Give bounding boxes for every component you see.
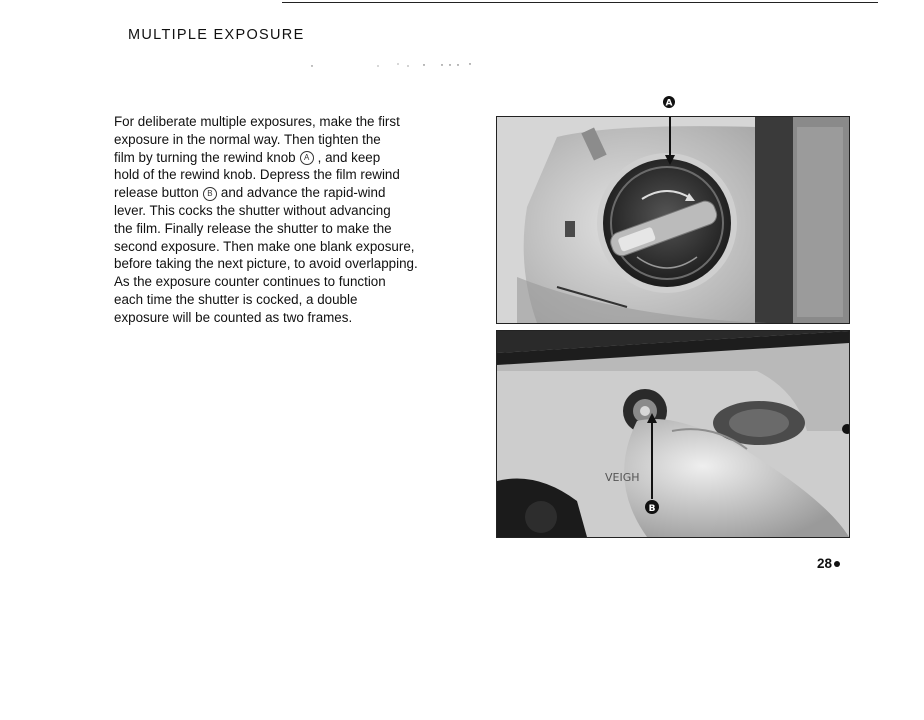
rewind-knob-photo — [496, 116, 850, 324]
callout-a-icon — [662, 95, 676, 109]
top-rule — [282, 2, 878, 3]
bullet-icon — [834, 561, 840, 567]
paragraph-line: second exposure. Then make one blank exposure, — [114, 238, 415, 254]
svg-text:B: B — [648, 504, 656, 514]
paragraph-line: For deliberate multiple exposures, make the first — [114, 114, 400, 129]
paragraph-line: exposure will be counted as two frames. — [114, 309, 353, 325]
paragraph-line: lever. This cocks the shutter without advancing — [114, 202, 391, 218]
paragraph-line: release button B and advance the rapid-wind — [114, 185, 386, 201]
paragraph-line: exposure in the normal way. Then tighten the — [114, 131, 381, 147]
paragraph-line: film by turning the rewind knob A , and keep — [114, 149, 381, 165]
release-button-photo — [496, 330, 850, 538]
page-heading: MULTIPLE EXPOSURE — [128, 27, 305, 43]
paragraph-line: before taking the next picture, to avoid overlapping. — [114, 256, 418, 272]
marker-b-icon: B — [203, 187, 217, 201]
instruction-paragraph — [114, 113, 474, 327]
paragraph-line: hold of the rewind knob. Depress the film rewind — [114, 167, 400, 183]
paragraph-line: the film. Finally release the shutter to make the — [114, 220, 392, 236]
paragraph-line: As the exposure counter continues to function — [114, 274, 386, 290]
page-number: 28 — [817, 556, 840, 571]
marker-a-icon: A — [300, 151, 314, 165]
scan-specks — [300, 58, 490, 72]
svg-text:VEIGH: VEIGH — [605, 471, 640, 484]
svg-text:A: A — [665, 98, 673, 109]
paragraph-line: each time the shutter is cocked, a double — [114, 291, 358, 307]
